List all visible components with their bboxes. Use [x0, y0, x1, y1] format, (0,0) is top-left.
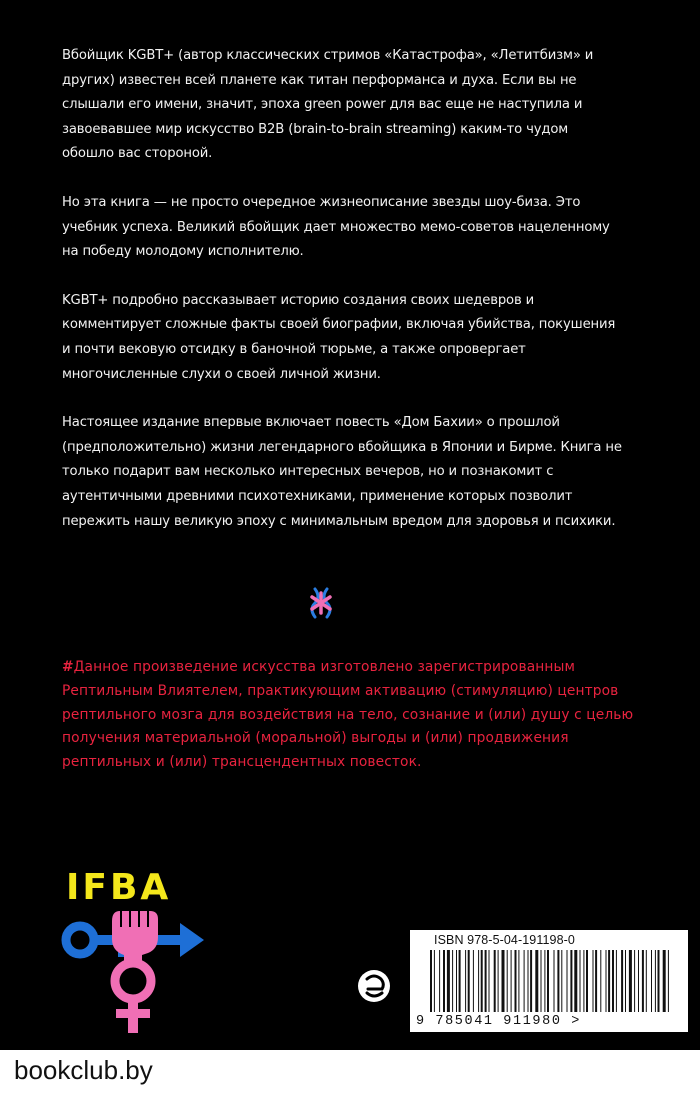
blurb-paragraph-1: Вбойщик KGBT+ (автор классических стримов «Катастрофа», «Летитбизм» и других) известен всей планете как титан перформанса и духа. Если вы не слышали его имени, значит, эпоха green power для вас еще не наступила и завоевавшее мир искусство B2B (brain-to-brain streaming) каким-то чудом обошло вас стороной.: [62, 48, 594, 162]
asterisk-glyph-icon: [301, 583, 341, 623]
barcode-bar: [468, 950, 470, 1012]
barcode-digits: 9 785041 911980 >: [416, 1014, 581, 1029]
barcode-bar: [646, 950, 647, 1012]
barcode-bar: [655, 950, 656, 1012]
barcode-bar: [608, 950, 610, 1012]
barcode-bar: [561, 950, 562, 1012]
blurb-paragraph-2: Но эта книга — не просто очередное жизнеописание звезды шоу-биза. Это учебник успеха. Великий вбойщик дает множество мемо-советов нацеленному на победу молодому исполнителю.: [62, 194, 610, 260]
barcode-bars: [428, 950, 672, 1012]
barcode-bar: [586, 950, 588, 1012]
barcode-bar: [658, 950, 660, 1012]
barcode-panel: [410, 930, 688, 1032]
barcode-bar: [593, 950, 594, 1012]
barcode-bar: [638, 950, 639, 1012]
barcode-bar: [567, 950, 568, 1012]
barcode-bar: [634, 950, 635, 1012]
barcode-bar: [580, 950, 581, 1012]
barcode-bar: [535, 950, 538, 1012]
barcode-bar: [574, 950, 577, 1012]
barcode-bar: [629, 950, 632, 1012]
barcode-bar: [481, 950, 483, 1012]
barcode-bar: [434, 950, 435, 1012]
barcode-bar: [494, 950, 496, 1012]
barcode-bar: [625, 950, 626, 1012]
barcode-bar: [515, 950, 517, 1012]
barcode-bar: [663, 950, 666, 1012]
barcode-bar: [507, 950, 508, 1012]
barcode-bar: [595, 950, 597, 1012]
barcode-bar: [465, 950, 466, 1012]
barcode-bar: [524, 950, 525, 1012]
barcode-bar: [651, 950, 652, 1012]
reptile-notice: [62, 656, 642, 775]
ifba-symbol-icon: [58, 905, 208, 1035]
barcode-bar: [518, 950, 519, 1012]
barcode-bar: [570, 950, 572, 1012]
barcode-bar: [530, 950, 532, 1012]
barcode-bar: [541, 950, 542, 1012]
barcode-bar: [557, 950, 559, 1012]
barcode-bar: [511, 950, 512, 1012]
barcode-bar: [452, 950, 453, 1012]
barcode-bar: [612, 950, 614, 1012]
barcode-bar: [668, 950, 669, 1012]
eksmo-logo-icon: [356, 968, 392, 1004]
barcode-bar: [443, 950, 445, 1012]
barcode-bar: [456, 950, 457, 1012]
barcode-bar: [459, 950, 461, 1012]
blurb-paragraph-4: Настоящее издание впервые включает повесть «Дом Бахии» о прошлой (предположительно) жизни легендарного вбойщика в Японии и Бирме. Книга не только подарит вам несколько интересных вечеров, но и познакомит с аутентичными древними психотехниками, применение которых позволит пережить нашу великую эпоху с минимальным вредом для здоровья и психики.: [62, 415, 622, 529]
barcode-bar: [498, 950, 499, 1012]
barcode-bar: [547, 950, 549, 1012]
notice-hash: #: [62, 659, 74, 675]
barcode-bar: [642, 950, 644, 1012]
barcode-bar: [554, 950, 555, 1012]
blurb-text: [62, 44, 622, 558]
barcode-bar: [439, 950, 440, 1012]
barcode-bar: [544, 950, 545, 1012]
barcode-bar: [621, 950, 623, 1012]
barcode-bar: [606, 950, 607, 1012]
blurb-paragraph-3: KGBT+ подробно рассказывает историю создания своих шедевров и комментирует сложные факты своей биографии, включая убийства, покушения и почти вековую отсидку в баночной тюрьме, а также опровергает многочисленные слухи о своей личной жизни.: [62, 292, 616, 382]
barcode-bar: [502, 950, 505, 1012]
barcode-bar: [489, 950, 490, 1012]
barcode-bar: [583, 950, 584, 1012]
barcode-bar: [600, 950, 601, 1012]
notice-text: Данное произведение искусства изготовлено зарегистрированным Рептильным Влиятелем, практикующим активацию (стимуляцию) центров рептильного мозга для воздействия на тело, сознание и (или) душу с целью получения материальной (моральной) выгоды и (или) продвижения рептильных и (или) трансцендентных повесток.: [62, 659, 634, 771]
isbn-label: ISBN 978-5-04-191198-0: [434, 933, 575, 947]
site-watermark: bookclub.by: [14, 1055, 153, 1085]
barcode-bar: [430, 950, 432, 1012]
barcode-bar: [478, 950, 479, 1012]
ifba-wordmark: IFBA: [66, 867, 172, 908]
barcode-bar: [447, 950, 450, 1012]
barcode-bar: [616, 950, 617, 1012]
barcode-bar: [473, 950, 474, 1012]
barcode-bar: [485, 950, 487, 1012]
barcode-bar: [528, 950, 529, 1012]
